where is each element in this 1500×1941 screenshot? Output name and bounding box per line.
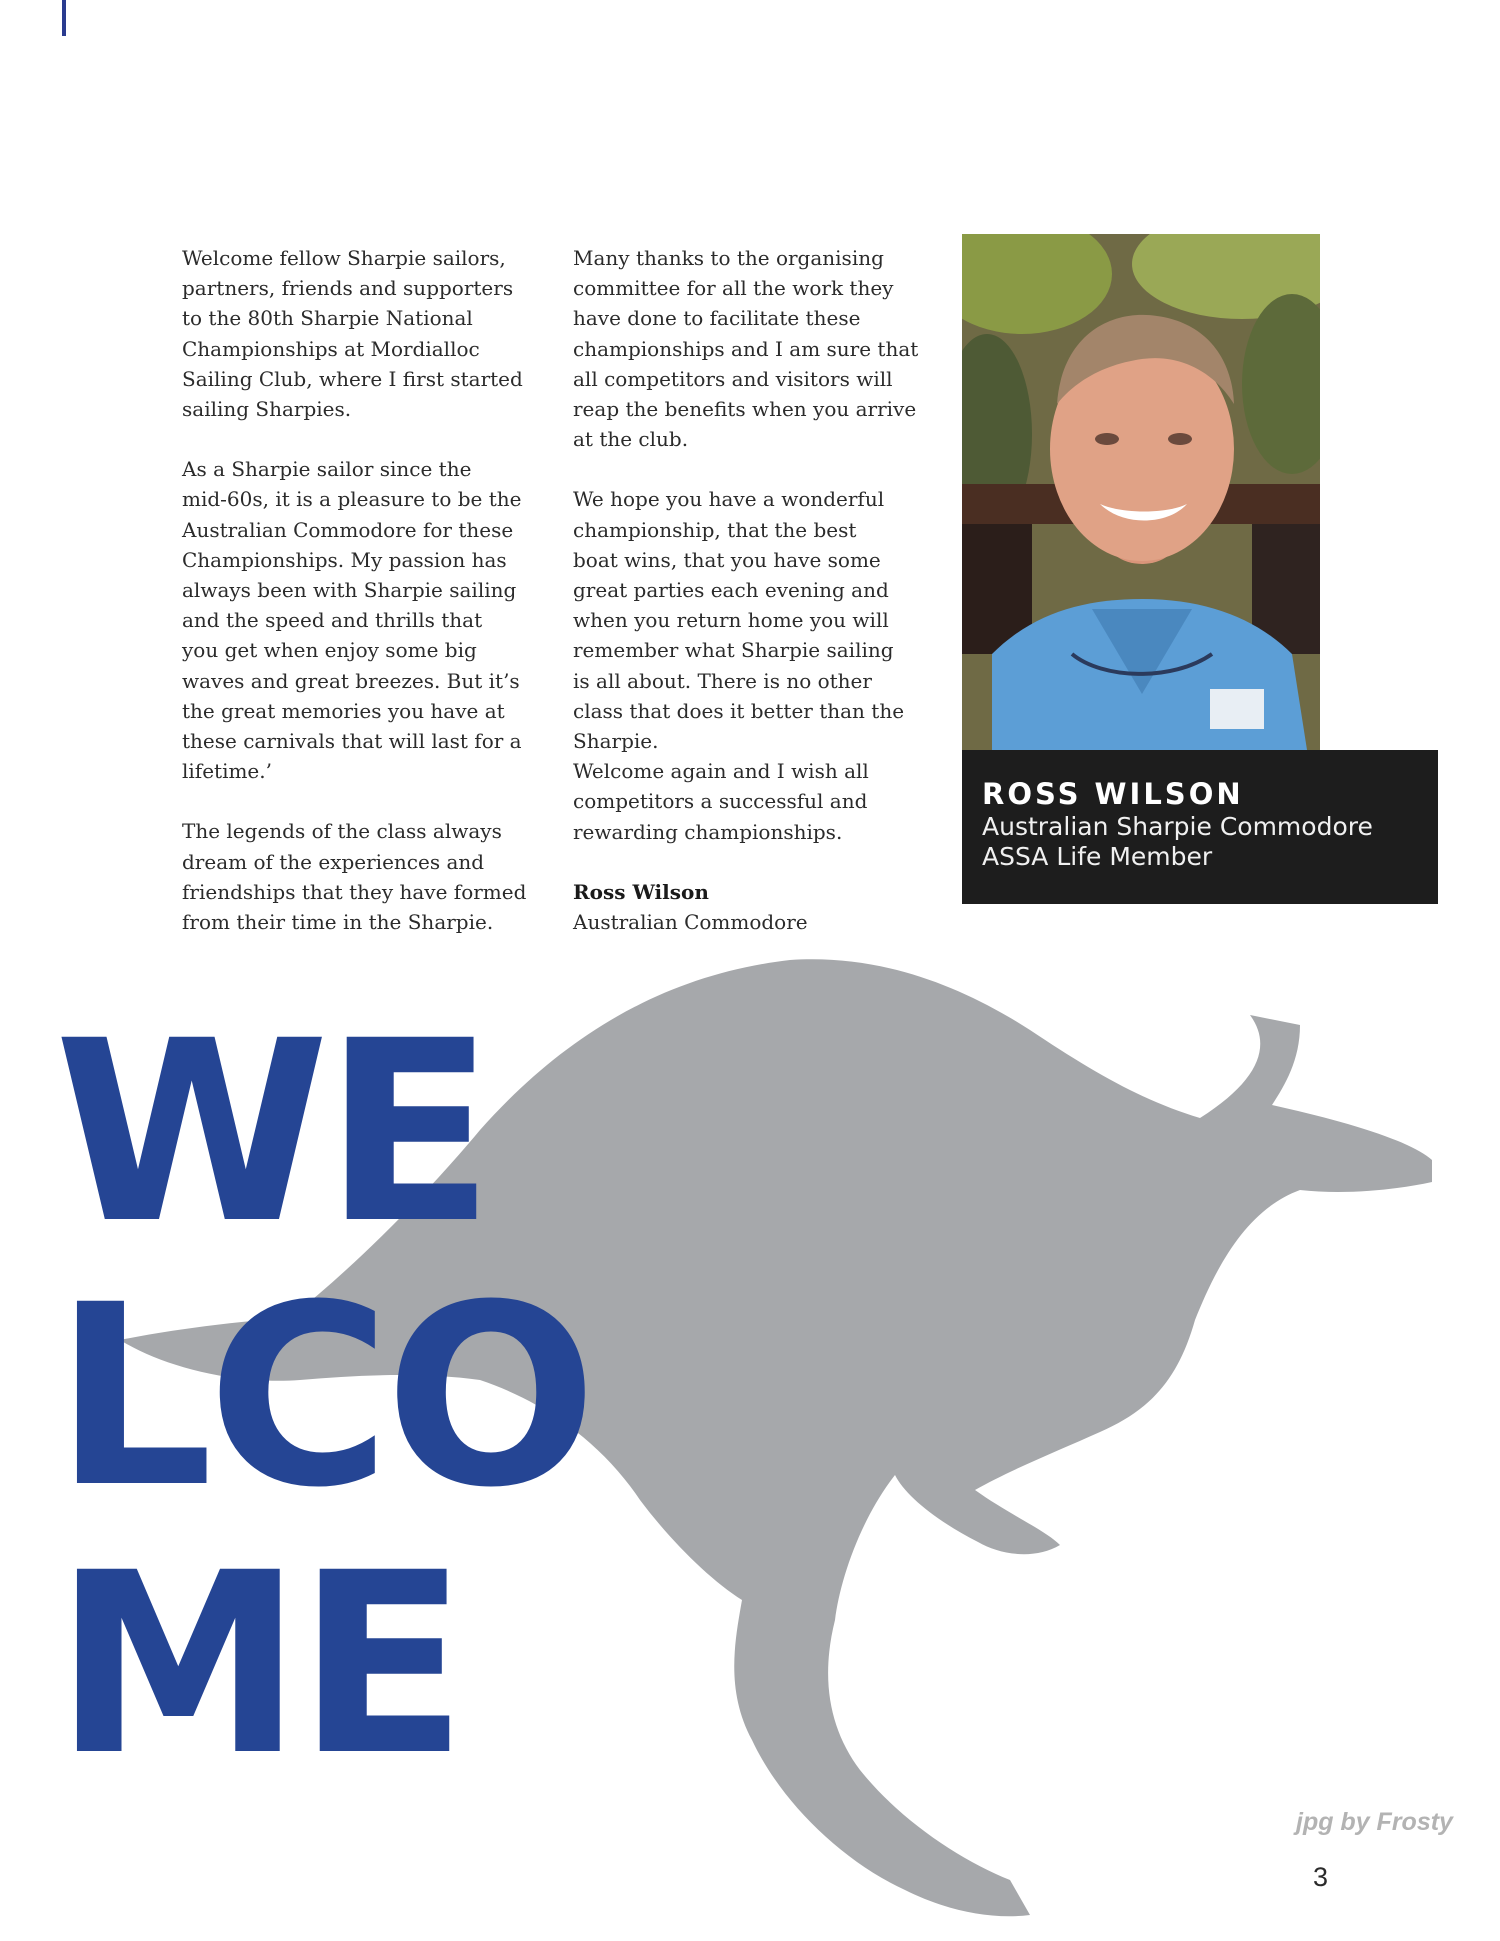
- page-number: 3: [1313, 1862, 1329, 1892]
- paragraph: As a Sharpie sailor since the mid-60s, it is a pleasure to be the Australian Commodore for these Championships. My passion has always been with Sharpie sailing and the speed and thrills that you get when enjoy some big waves and great breezes. But it’s the great memories you have at these carnivals that will last for a lifetime.’: [182, 457, 522, 784]
- paragraph: Many thanks to the organising committee for all the work they have done to facilitate these championships and I am sure that all competitors and visitors will reap the benefits when you arrive at the club.: [573, 246, 919, 452]
- photo-credit: jpg by Frosty: [1296, 1808, 1453, 1836]
- paragraph: We hope you have a wonderful championship, that the best boat wins, that you have some great parties each evening and when you return home you will remember what Sharpie sailing is all about. There is no other class that does it better than the Sharpie.: [573, 487, 905, 754]
- signature-title: Australian Commodore: [573, 910, 808, 935]
- photo-caption: [962, 750, 1438, 904]
- caption-role: Australian Sharpie Commodore: [982, 812, 1373, 841]
- paragraph: Welcome fellow Sharpie sailors, partners, friends and supporters to the 80th Sharpie National Championships at Mordialloc Sailing Club, where I first started sailing Sharpies.: [182, 246, 523, 422]
- paragraph: The legends of the class always dream of the experiences and friendships that they have formed from their time in the Sharpie.: [182, 819, 527, 935]
- headline-line-2: LCO: [54, 1251, 592, 1542]
- article-column-right: [573, 243, 943, 937]
- signature: [573, 877, 943, 937]
- caption-name: ROSS WILSON: [982, 777, 1244, 811]
- article-column-left: [182, 243, 552, 967]
- portrait-photo: [962, 234, 1320, 750]
- paragraph: Welcome again and I wish all competitors a successful and rewarding championships.: [573, 759, 869, 844]
- headline-line-1: WE: [54, 987, 489, 1278]
- caption-membership: ASSA Life Member: [982, 842, 1213, 871]
- signature-name: Ross Wilson: [573, 879, 709, 904]
- headline-line-3: ME: [54, 1519, 462, 1810]
